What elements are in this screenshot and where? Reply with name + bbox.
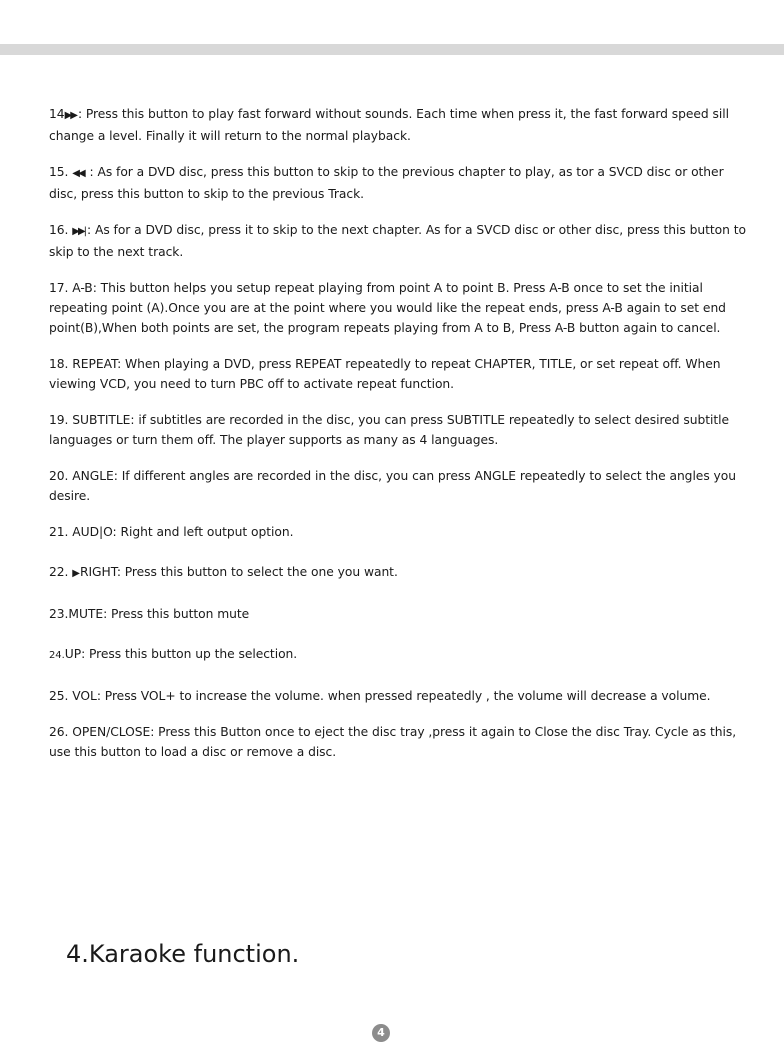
item-22-number: 22. bbox=[49, 565, 69, 579]
item-14 bbox=[49, 104, 749, 146]
item-16-number: 16. bbox=[49, 223, 69, 237]
section-title: 4.Karaoke function. bbox=[66, 940, 300, 968]
item-22-text: RIGHT: Press this button to select the one you want. bbox=[79, 565, 398, 579]
item-24-number: 24. bbox=[49, 650, 65, 661]
fast-forward-icon: ▶▶ bbox=[64, 110, 76, 121]
item-24-text: UP: Press this button up the selection. bbox=[64, 647, 298, 661]
next-icon: ▶▶| bbox=[72, 226, 86, 237]
item-25: 25. VOL: Press VOL+ to increase the volume. when pressed repeatedly , the volume will decrease a volume. bbox=[49, 689, 711, 703]
item-22 bbox=[49, 562, 749, 584]
item-17: 17. A-B: This button helps you setup repeat playing from point A to point B. Press A-B once to set the initial repeating point (A).Once you are at the point where you would like the repeat ends, press A-B again to set end point(B),When both points are set, the program repeats playing from A to B, Press A-B button again to cancel. bbox=[49, 281, 726, 335]
item-23: 23.MUTE: Press this button mute bbox=[49, 607, 250, 621]
item-15-number: 15. bbox=[49, 165, 69, 179]
item-18: 18. REPEAT: When playing a DVD, press REPEAT repeatedly to repeat CHAPTER, TITLE, or set repeat off. When viewing VCD, you need to turn PBC off to activate repeat function. bbox=[49, 357, 721, 391]
previous-icon: ◀◀ bbox=[72, 168, 84, 179]
item-24 bbox=[49, 644, 749, 666]
item-15-text: : As for a DVD disc, press this button to skip to the previous chapter to play, as tor a SVCD disc or other disc, press this button to skip to the previous Track. bbox=[49, 165, 724, 201]
item-14-text: : Press this button to play fast forward without sounds. Each time when press it, the fast forward speed sill change a level. Finally it will return to the normal playback. bbox=[49, 107, 729, 143]
item-16 bbox=[49, 220, 749, 262]
page-number: 4 bbox=[372, 1024, 390, 1042]
item-14-number: 14 bbox=[49, 107, 65, 121]
item-15 bbox=[49, 162, 749, 204]
play-right-icon: ▶ bbox=[72, 568, 78, 579]
item-26: 26. OPEN/CLOSE: Press this Button once to eject the disc tray ,press it again to Close the disc Tray. Cycle as this, use this button to load a disc or remove a disc. bbox=[49, 725, 737, 759]
item-19: 19. SUBTITLE: if subtitles are recorded in the disc, you can press SUBTITLE repeatedly to select desired subtitle languages or turn them off. The player supports as many as 4 languages. bbox=[49, 413, 730, 447]
header-band bbox=[0, 44, 784, 55]
item-21: 21. AUD|O: Right and left output option. bbox=[49, 525, 294, 539]
item-16-text: : As for a DVD disc, press it to skip to the next chapter. As for a SVCD disc or other disc, press this button to skip to the next track. bbox=[49, 223, 746, 259]
item-20: 20. ANGLE: If different angles are recorded in the disc, you can press ANGLE repeatedly to select the angles you desire. bbox=[49, 469, 736, 503]
instructions-list bbox=[49, 104, 749, 777]
